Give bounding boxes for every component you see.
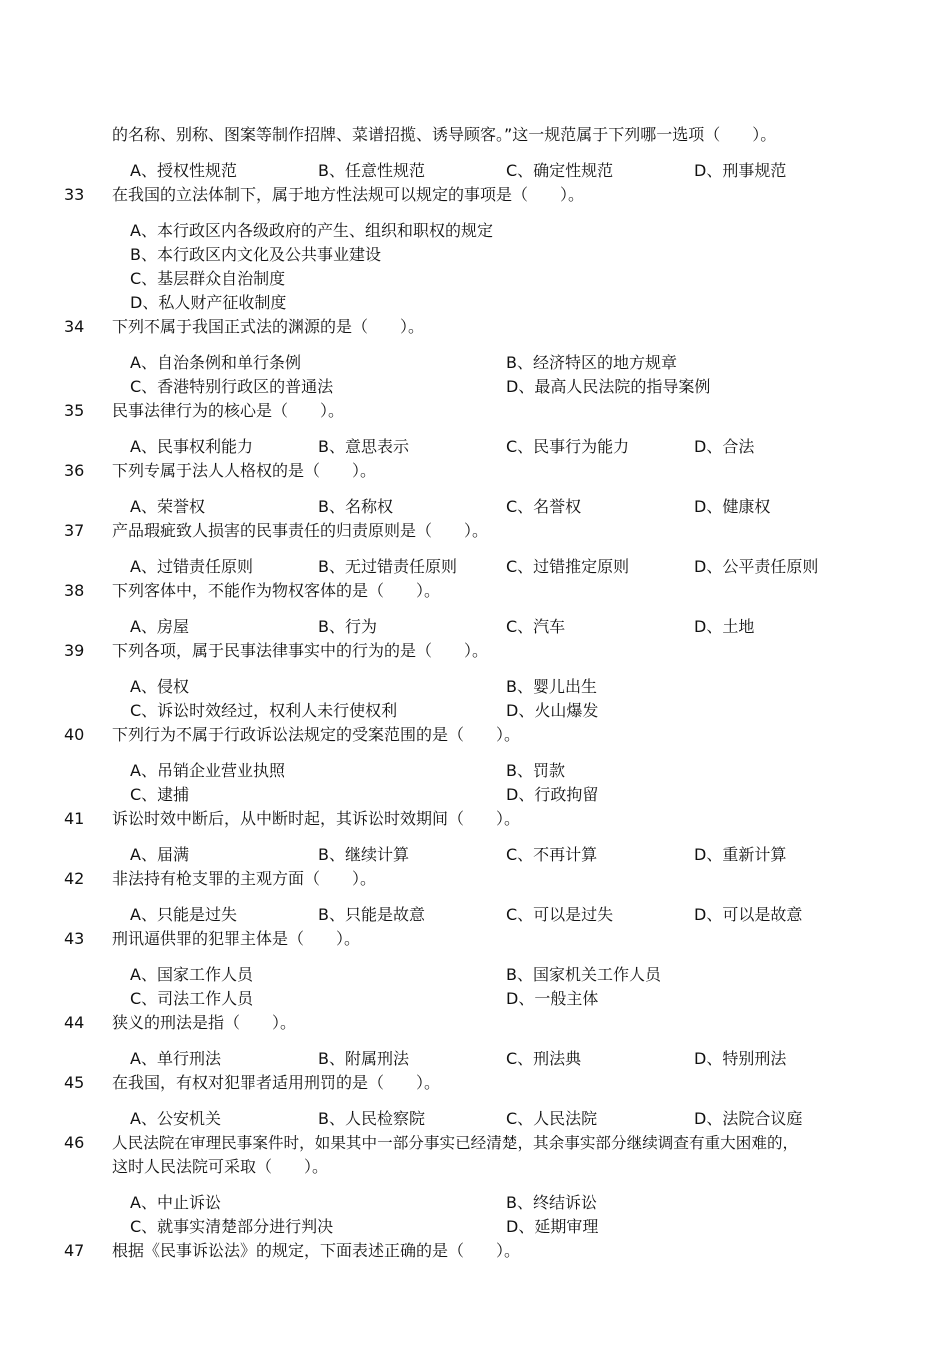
question-36-option-a: A、荣誉权 — [130, 497, 205, 516]
question-42-option-d: D、可以是故意 — [694, 905, 803, 924]
question-46-option-b: B、终结诉讼 — [506, 1193, 597, 1212]
question-32-option-c: C、确定性规范 — [506, 161, 614, 180]
question-35-option-b: B、意思表示 — [318, 437, 409, 456]
question-45-stem: 在我国，有权对犯罪者适用刑罚的是（ ）。 — [112, 1073, 441, 1092]
question-45-option-a: A、公安机关 — [130, 1109, 221, 1128]
question-46-option-c: C、就事实清楚部分进行判决 — [130, 1217, 334, 1236]
question-36-option-b: B、名称权 — [318, 497, 393, 516]
question-35-number: 35 — [64, 401, 85, 420]
question-34-option-a: A、自治条例和单行条例 — [130, 353, 301, 372]
question-45-option-c: C、人民法院 — [506, 1109, 598, 1128]
question-35-option-a: A、民事权利能力 — [130, 437, 253, 456]
question-45-number: 45 — [64, 1073, 85, 1092]
question-41-stem: 诉讼时效中断后，从中断时起，其诉讼时效期间（ ）。 — [112, 809, 521, 828]
question-38-option-c: C、汽车 — [506, 617, 566, 636]
question-46-number: 46 — [64, 1133, 85, 1152]
question-37-option-a: A、过错责任原则 — [130, 557, 253, 576]
question-33-number: 33 — [64, 185, 85, 204]
question-44-option-d: D、特别刑法 — [694, 1049, 787, 1068]
question-44-option-c: C、刑法典 — [506, 1049, 582, 1068]
question-38-option-d: D、土地 — [694, 617, 755, 636]
question-39-option-a: A、侵权 — [130, 677, 189, 696]
question-43-option-a: A、国家工作人员 — [130, 965, 253, 984]
question-46-option-d: D、延期审理 — [506, 1217, 599, 1236]
question-43-option-b: B、国家机关工作人员 — [506, 965, 661, 984]
question-38-option-b: B、行为 — [318, 617, 377, 636]
question-43-stem: 刑讯逼供罪的犯罪主体是（ ）。 — [112, 929, 361, 948]
question-42-option-b: B、只能是故意 — [318, 905, 425, 924]
question-44-number: 44 — [64, 1013, 85, 1032]
question-39-option-c: C、诉讼时效经过，权利人未行使权利 — [130, 701, 398, 720]
question-41-option-d: D、重新计算 — [694, 845, 787, 864]
question-38-option-a: A、房屋 — [130, 617, 189, 636]
question-47-number: 47 — [64, 1241, 85, 1260]
question-40-stem: 下列行为不属于行政诉讼法规定的受案范围的是（ ）。 — [112, 725, 521, 744]
question-36-option-c: C、名誉权 — [506, 497, 582, 516]
question-35-stem: 民事法律行为的核心是（ ）。 — [112, 401, 345, 420]
question-46-stem: 人民法院在审理民事案件时，如果其中一部分事实已经清楚，其余事实部分继续调查有重大困难的， — [112, 1134, 799, 1152]
question-40-number: 40 — [64, 725, 85, 744]
question-34-number: 34 — [64, 317, 85, 336]
question-32-stem-continuation: 的名称、别称、图案等制作招牌、菜谱招揽、诱导顾客。”这一规范属于下列哪一选项（ ）。 — [112, 125, 777, 144]
question-43-option-d: D、一般主体 — [506, 989, 599, 1008]
question-37-stem: 产品瑕疵致人损害的民事责任的归责原则是（ ）。 — [112, 521, 489, 540]
question-33-option-d: D、私人财产征收制度 — [130, 293, 287, 312]
question-47-stem: 根据《民事诉讼法》的规定，下面表述正确的是（ ）。 — [112, 1241, 521, 1260]
question-37-option-d: D、公平责任原则 — [694, 557, 819, 576]
question-33-option-b: B、本行政区内文化及公共事业建设 — [130, 245, 381, 264]
question-37-option-c: C、过错推定原则 — [506, 557, 630, 576]
question-42-stem: 非法持有枪支罪的主观方面（ ）。 — [112, 869, 377, 888]
question-34-option-b: B、经济特区的地方规章 — [506, 353, 677, 372]
question-45-option-b: B、人民检察院 — [318, 1109, 425, 1128]
question-36-number: 36 — [64, 461, 85, 480]
question-46-option-a: A、中止诉讼 — [130, 1193, 221, 1212]
question-32-option-b: B、任意性规范 — [318, 161, 425, 180]
question-41-option-c: C、不再计算 — [506, 845, 598, 864]
question-33-option-c: C、基层群众自治制度 — [130, 269, 286, 288]
question-39-option-b: B、婴儿出生 — [506, 677, 597, 696]
question-41-option-a: A、届满 — [130, 845, 189, 864]
question-34-option-c: C、香港特别行政区的普通法 — [130, 377, 334, 396]
question-34-stem: 下列不属于我国正式法的渊源的是（ ）。 — [112, 317, 425, 336]
question-41-number: 41 — [64, 809, 85, 828]
question-40-option-a: A、吊销企业营业执照 — [130, 761, 285, 780]
question-39-option-d: D、火山爆发 — [506, 701, 599, 720]
question-44-option-b: B、附属刑法 — [318, 1049, 409, 1068]
question-38-number: 38 — [64, 581, 85, 600]
question-34-option-d: D、最高人民法院的指导案例 — [506, 377, 711, 396]
question-35-option-d: D、合法 — [694, 437, 755, 456]
question-44-stem: 狭义的刑法是指（ ）。 — [112, 1013, 297, 1032]
question-33-stem: 在我国的立法体制下，属于地方性法规可以规定的事项是（ ）。 — [112, 185, 585, 204]
question-39-stem: 下列各项，属于民事法律事实中的行为的是（ ）。 — [112, 641, 489, 660]
question-43-option-c: C、司法工作人员 — [130, 989, 254, 1008]
question-37-option-b: B、无过错责任原则 — [318, 557, 457, 576]
question-42-number: 42 — [64, 869, 85, 888]
question-40-option-b: B、罚款 — [506, 761, 565, 780]
question-42-option-c: C、可以是过失 — [506, 905, 614, 924]
question-42-option-a: A、只能是过失 — [130, 905, 237, 924]
question-46-stem-line2: 这时人民法院可采取（ ）。 — [112, 1157, 329, 1176]
question-36-option-d: D、健康权 — [694, 497, 771, 516]
question-45-option-d: D、法院合议庭 — [694, 1109, 803, 1128]
question-35-option-c: C、民事行为能力 — [506, 437, 630, 456]
question-37-number: 37 — [64, 521, 85, 540]
question-33-option-a: A、本行政区内各级政府的产生、组织和职权的规定 — [130, 221, 493, 240]
question-41-option-b: B、继续计算 — [318, 845, 409, 864]
question-36-stem: 下列专属于法人人格权的是（ ）。 — [112, 461, 377, 480]
question-44-option-a: A、单行刑法 — [130, 1049, 221, 1068]
question-40-option-c: C、逮捕 — [130, 785, 190, 804]
question-32-option-a: A、授权性规范 — [130, 161, 237, 180]
question-38-stem: 下列客体中，不能作为物权客体的是（ ）。 — [112, 581, 441, 600]
question-43-number: 43 — [64, 929, 85, 948]
question-39-number: 39 — [64, 641, 85, 660]
question-40-option-d: D、行政拘留 — [506, 785, 599, 804]
question-32-option-d: D、刑事规范 — [694, 161, 787, 180]
